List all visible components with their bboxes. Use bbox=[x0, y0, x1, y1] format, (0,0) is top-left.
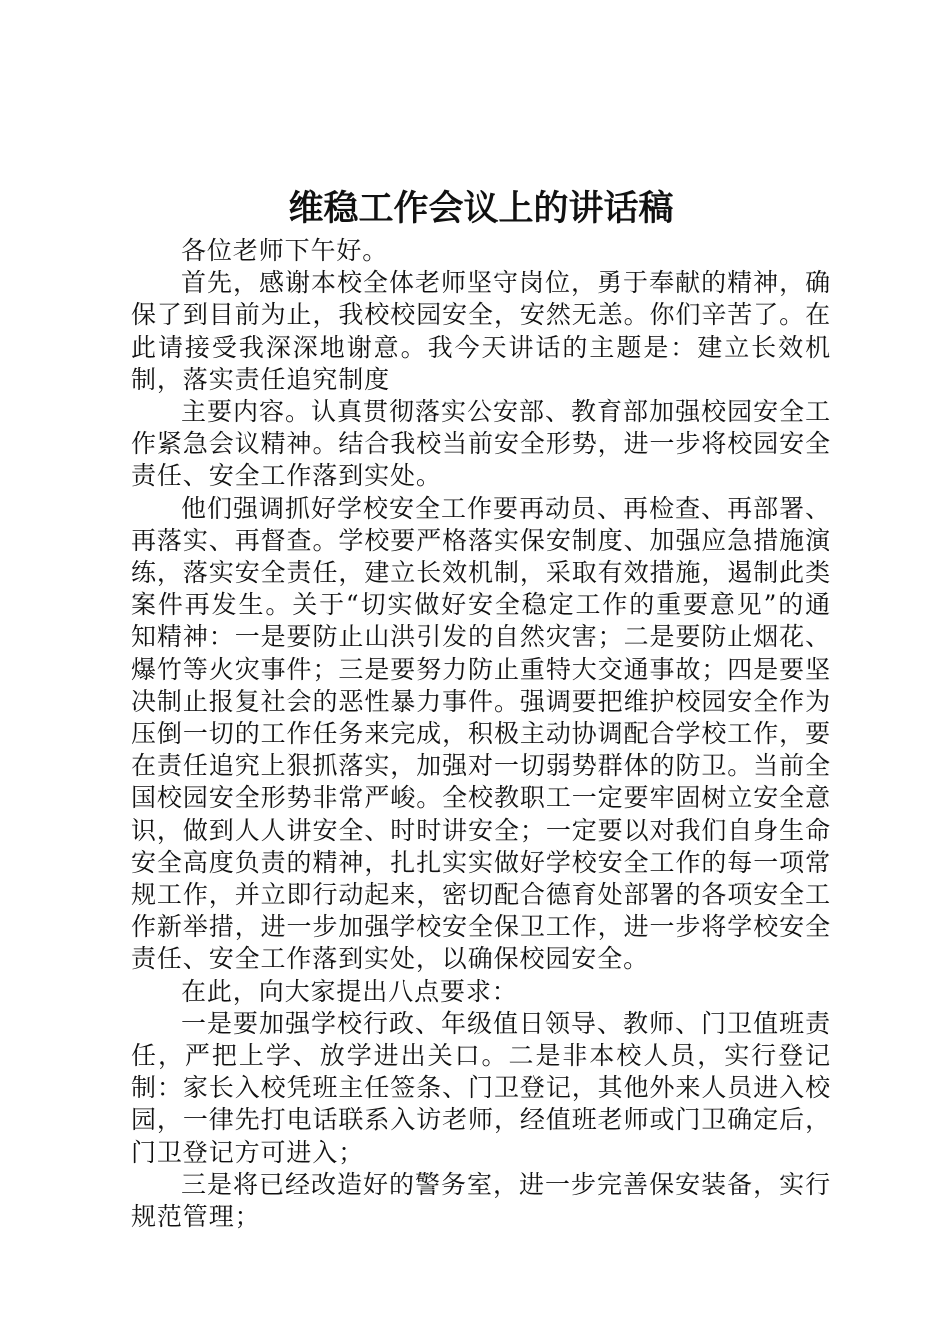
paragraph-requirements-intro: 在此，向大家提出八点要求： bbox=[181, 976, 518, 1006]
document-body bbox=[131, 185, 831, 1233]
paragraph-requirement-one-two: 一是要加强学校行政、年级值日领导、教师、门卫值班责任，严把上学、放学进出关口。二是非本校人员，实行登记制：家长入校凭班主任签条、门卫登记，其他外来人员进入校园，一律先打电话联系入访老师，经值班老师或门卫确定后，门卫登记方可进入； bbox=[131, 1008, 831, 1167]
paragraph-main-content: 主要内容。认真贯彻落实公安部、教育部加强校园安全工作紧急会议精神。结合我校当前安全形势，进一步将校园安全责任、安全工作落到实处。 bbox=[131, 397, 831, 491]
paragraph-requirement-three: 三是将已经改造好的警务室，进一步完善保安装备，实行规范管理； bbox=[131, 1169, 831, 1232]
document-title: 维稳工作会议上的讲话稿 bbox=[288, 189, 674, 229]
paragraph-greeting: 各位老师下午好。 bbox=[181, 236, 389, 265]
paragraph-safety-emphasis: 他们强调抓好学校安全工作要再动员、再检查、再部署、再落实、再督查。学校要严格落实保安制度、加强应急措施演练，落实安全责任，建立长效机制，采取有效措施，遏制此类案件再发生。关于“切实做好安全稳定工作的重要意见”的通知精神：一是要防止山洪引发的自然灾害；二是要防止烟花、爆竹等火灾事件；三是要努力防止重特大交通事故；四是要坚决制止报复社会的恶性暴力事件。强调要把维护校园安全作为压倒一切的工作任务来完成，积极主动协调配合学校工作，要在责任追究上狠抓落实，加强对一切弱势群体的防卫。当前全国校园安全形势非常严峻。全校教职工一定要牢固树立安全意识，做到人人讲安全、时时讲安全；一定要以对我们自身生命安全高度负责的精神，扎扎实实做好学校安全工作的每一项常规工作，并立即行动起来，密切配合德育处部署的各项安全工作新举措，进一步加强学校安全保卫工作，进一步将学校安全责任、安全工作落到实处，以确保校园安全。 bbox=[131, 493, 831, 974]
paragraph-thanks: 首先，感谢本校全体老师坚守岗位，勇于奉献的精神，确保了到目前为止，我校校园安全，安然无恙。你们辛苦了。在此请接受我深深地谢意。我今天讲话的主题是：建立长效机制，落实责任追究制度 bbox=[131, 268, 831, 394]
